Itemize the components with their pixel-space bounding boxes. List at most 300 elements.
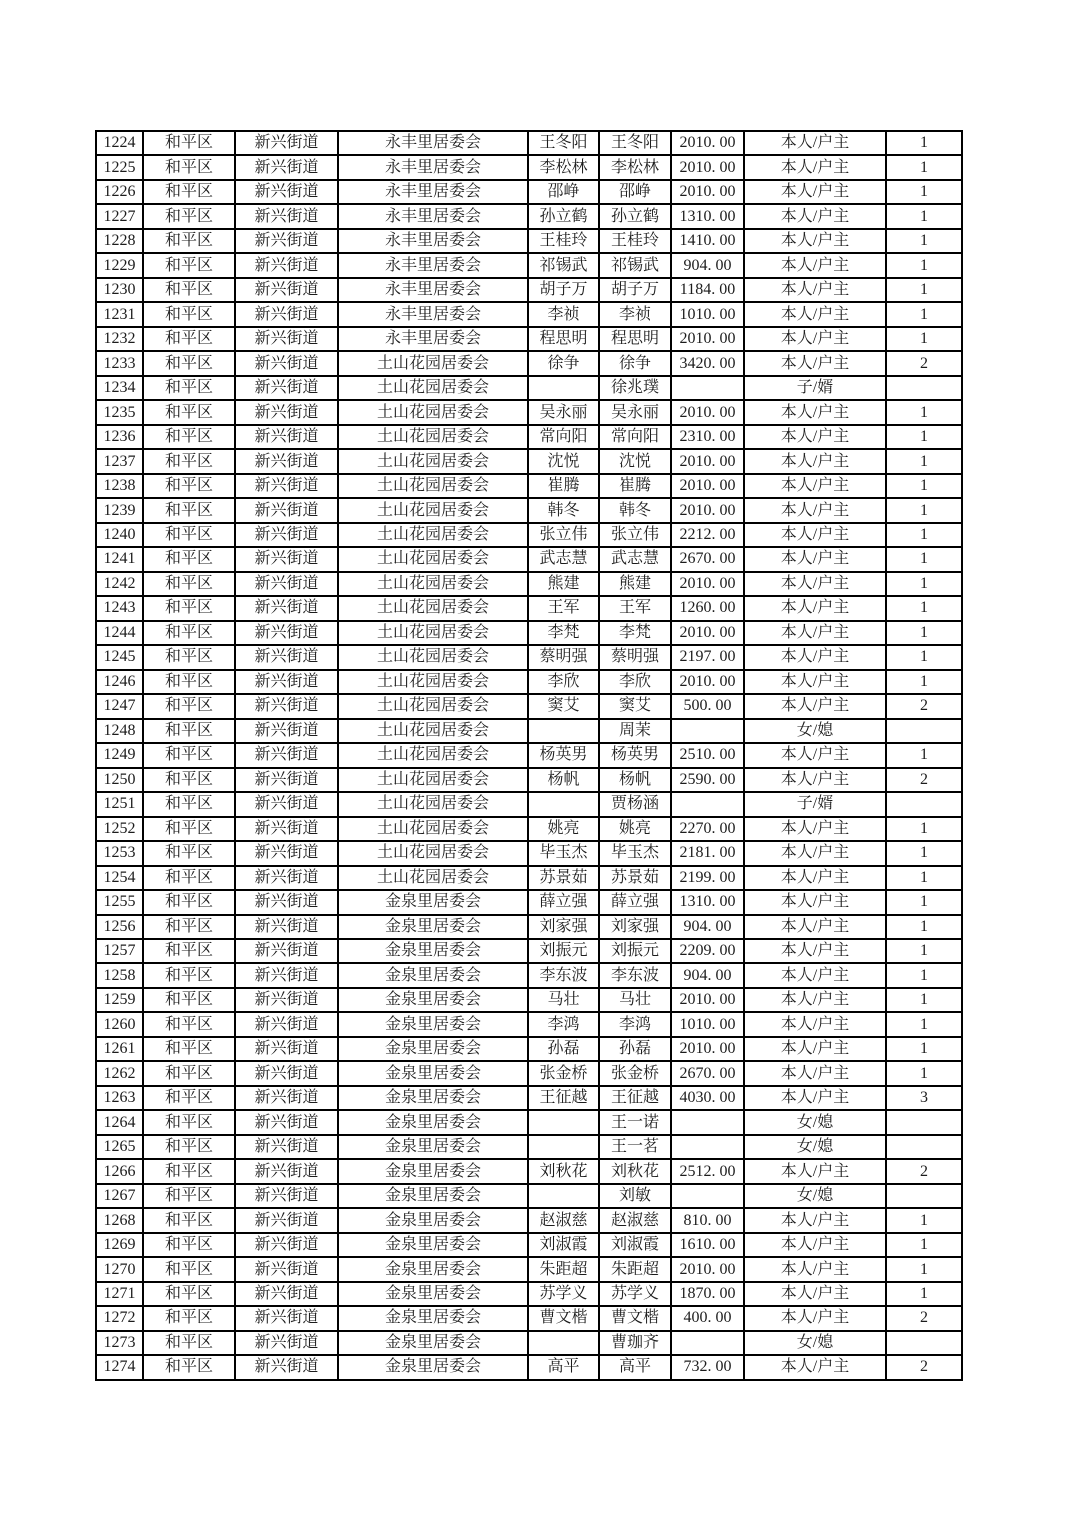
cell-amount: 1010. 00	[671, 1012, 744, 1036]
cell-household-size	[886, 792, 962, 816]
cell-committee: 土山花园居委会	[338, 474, 528, 498]
cell-committee: 土山花园居委会	[338, 817, 528, 841]
cell-applicant-name: 武志慧	[528, 547, 599, 571]
cell-relation: 本人/户主	[744, 131, 886, 155]
cell-district: 和平区	[143, 1233, 235, 1257]
cell-household-size: 1	[886, 596, 962, 620]
cell-seq: 1230	[96, 278, 143, 302]
cell-member-name: 崔腾	[599, 474, 671, 498]
cell-relation: 本人/户主	[744, 523, 886, 547]
table-row	[96, 743, 962, 767]
cell-applicant-name: 高平	[528, 1355, 599, 1379]
cell-member-name: 孙磊	[599, 1037, 671, 1061]
cell-subdistrict: 新兴街道	[235, 694, 338, 718]
cell-applicant-name: 李祯	[528, 302, 599, 326]
table-row	[96, 327, 962, 351]
cell-amount: 2310. 00	[671, 425, 744, 449]
cell-household-size: 1	[886, 180, 962, 204]
cell-amount: 2510. 00	[671, 743, 744, 767]
table-row	[96, 890, 962, 914]
cell-district: 和平区	[143, 1086, 235, 1110]
cell-committee: 土山花园居委会	[338, 670, 528, 694]
table-row	[96, 1233, 962, 1257]
cell-committee: 金泉里居委会	[338, 1208, 528, 1232]
cell-subdistrict: 新兴街道	[235, 890, 338, 914]
table-row	[96, 1208, 962, 1232]
cell-member-name: 沈悦	[599, 449, 671, 473]
table-row	[96, 302, 962, 326]
cell-seq: 1263	[96, 1086, 143, 1110]
cell-member-name: 吴永丽	[599, 400, 671, 424]
cell-relation: 本人/户主	[744, 743, 886, 767]
cell-amount: 2670. 00	[671, 547, 744, 571]
table-row	[96, 866, 962, 890]
table-row	[96, 768, 962, 792]
cell-member-name: 王一茗	[599, 1135, 671, 1159]
table-row	[96, 596, 962, 620]
cell-district: 和平区	[143, 1208, 235, 1232]
cell-district: 和平区	[143, 621, 235, 645]
cell-district: 和平区	[143, 939, 235, 963]
cell-applicant-name	[528, 719, 599, 743]
cell-applicant-name: 苏景茹	[528, 866, 599, 890]
cell-member-name: 苏学义	[599, 1282, 671, 1306]
cell-district: 和平区	[143, 596, 235, 620]
cell-relation: 本人/户主	[744, 988, 886, 1012]
cell-member-name: 王征越	[599, 1086, 671, 1110]
cell-relation: 本人/户主	[744, 155, 886, 179]
cell-district: 和平区	[143, 1331, 235, 1355]
cell-committee: 金泉里居委会	[338, 1110, 528, 1134]
cell-household-size: 1	[886, 670, 962, 694]
cell-seq: 1265	[96, 1135, 143, 1159]
cell-relation: 本人/户主	[744, 498, 886, 522]
cell-member-name: 薛立强	[599, 890, 671, 914]
cell-subdistrict: 新兴街道	[235, 1012, 338, 1036]
cell-member-name: 徐兆璞	[599, 376, 671, 400]
cell-subdistrict: 新兴街道	[235, 523, 338, 547]
cell-applicant-name	[528, 1110, 599, 1134]
cell-household-size: 1	[886, 1208, 962, 1232]
cell-household-size: 1	[886, 229, 962, 253]
cell-amount: 1410. 00	[671, 229, 744, 253]
cell-amount: 732. 00	[671, 1355, 744, 1379]
cell-subdistrict: 新兴街道	[235, 719, 338, 743]
cell-relation: 本人/户主	[744, 1282, 886, 1306]
cell-applicant-name: 王征越	[528, 1086, 599, 1110]
cell-household-size: 1	[886, 645, 962, 669]
cell-subdistrict: 新兴街道	[235, 1061, 338, 1085]
cell-applicant-name: 王冬阳	[528, 131, 599, 155]
cell-subdistrict: 新兴街道	[235, 645, 338, 669]
cell-amount	[671, 792, 744, 816]
cell-relation: 本人/户主	[744, 229, 886, 253]
cell-relation: 本人/户主	[744, 596, 886, 620]
cell-applicant-name: 刘振元	[528, 939, 599, 963]
cell-committee: 土山花园居委会	[338, 523, 528, 547]
cell-applicant-name: 孙立鹤	[528, 204, 599, 228]
cell-member-name: 徐争	[599, 351, 671, 375]
cell-district: 和平区	[143, 327, 235, 351]
cell-seq: 1270	[96, 1257, 143, 1281]
cell-seq: 1259	[96, 988, 143, 1012]
cell-subdistrict: 新兴街道	[235, 1086, 338, 1110]
cell-applicant-name: 刘淑霞	[528, 1233, 599, 1257]
cell-seq: 1241	[96, 547, 143, 571]
cell-member-name: 邵峥	[599, 180, 671, 204]
cell-relation: 子/婿	[744, 376, 886, 400]
cell-subdistrict: 新兴街道	[235, 768, 338, 792]
cell-seq: 1228	[96, 229, 143, 253]
cell-seq: 1255	[96, 890, 143, 914]
cell-amount: 810. 00	[671, 1208, 744, 1232]
cell-household-size: 1	[886, 474, 962, 498]
cell-applicant-name	[528, 1184, 599, 1208]
cell-household-size: 1	[886, 278, 962, 302]
cell-seq: 1239	[96, 498, 143, 522]
cell-member-name: 马壮	[599, 988, 671, 1012]
cell-subdistrict: 新兴街道	[235, 131, 338, 155]
cell-committee: 永丰里居委会	[338, 327, 528, 351]
cell-amount	[671, 376, 744, 400]
cell-committee: 永丰里居委会	[338, 229, 528, 253]
cell-amount	[671, 1135, 744, 1159]
cell-amount: 2181. 00	[671, 841, 744, 865]
cell-applicant-name: 祁锡武	[528, 253, 599, 277]
cell-committee: 金泉里居委会	[338, 1086, 528, 1110]
cell-subdistrict: 新兴街道	[235, 817, 338, 841]
cell-subdistrict: 新兴街道	[235, 1037, 338, 1061]
cell-seq: 1233	[96, 351, 143, 375]
cell-committee: 金泉里居委会	[338, 890, 528, 914]
cell-relation: 本人/户主	[744, 866, 886, 890]
cell-relation: 本人/户主	[744, 768, 886, 792]
cell-household-size	[886, 376, 962, 400]
table-row	[96, 1086, 962, 1110]
cell-seq: 1253	[96, 841, 143, 865]
cell-committee: 金泉里居委会	[338, 1331, 528, 1355]
cell-member-name: 赵淑慈	[599, 1208, 671, 1232]
cell-seq: 1247	[96, 694, 143, 718]
cell-district: 和平区	[143, 204, 235, 228]
cell-seq: 1236	[96, 425, 143, 449]
cell-subdistrict: 新兴街道	[235, 376, 338, 400]
cell-household-size: 1	[886, 400, 962, 424]
cell-applicant-name: 赵淑慈	[528, 1208, 599, 1232]
cell-applicant-name: 崔腾	[528, 474, 599, 498]
cell-subdistrict: 新兴街道	[235, 253, 338, 277]
cell-district: 和平区	[143, 645, 235, 669]
cell-applicant-name	[528, 376, 599, 400]
cell-committee: 永丰里居委会	[338, 253, 528, 277]
table-row	[96, 131, 962, 155]
cell-subdistrict: 新兴街道	[235, 400, 338, 424]
cell-amount: 2010. 00	[671, 400, 744, 424]
cell-amount: 1260. 00	[671, 596, 744, 620]
cell-member-name: 李鸿	[599, 1012, 671, 1036]
cell-amount: 2590. 00	[671, 768, 744, 792]
cell-household-size: 1	[886, 1233, 962, 1257]
cell-subdistrict: 新兴街道	[235, 180, 338, 204]
cell-amount: 2270. 00	[671, 817, 744, 841]
cell-seq: 1257	[96, 939, 143, 963]
cell-applicant-name: 薛立强	[528, 890, 599, 914]
cell-amount	[671, 1110, 744, 1134]
cell-member-name: 王冬阳	[599, 131, 671, 155]
cell-household-size: 1	[886, 817, 962, 841]
cell-seq: 1272	[96, 1306, 143, 1330]
cell-amount: 2010. 00	[671, 131, 744, 155]
cell-district: 和平区	[143, 1184, 235, 1208]
cell-district: 和平区	[143, 1012, 235, 1036]
cell-member-name: 刘家强	[599, 915, 671, 939]
cell-amount: 2010. 00	[671, 988, 744, 1012]
cell-household-size: 1	[886, 1012, 962, 1036]
table-row	[96, 621, 962, 645]
table-row	[96, 1355, 962, 1379]
cell-district: 和平区	[143, 229, 235, 253]
cell-household-size	[886, 1135, 962, 1159]
cell-district: 和平区	[143, 1355, 235, 1379]
cell-district: 和平区	[143, 131, 235, 155]
cell-applicant-name	[528, 1135, 599, 1159]
cell-seq: 1256	[96, 915, 143, 939]
cell-committee: 土山花园居委会	[338, 449, 528, 473]
cell-subdistrict: 新兴街道	[235, 743, 338, 767]
cell-relation: 本人/户主	[744, 400, 886, 424]
cell-household-size: 1	[886, 449, 962, 473]
cell-subdistrict: 新兴街道	[235, 474, 338, 498]
cell-amount: 1310. 00	[671, 890, 744, 914]
cell-subdistrict: 新兴街道	[235, 1233, 338, 1257]
cell-household-size: 1	[886, 204, 962, 228]
cell-seq: 1229	[96, 253, 143, 277]
cell-district: 和平区	[143, 1061, 235, 1085]
cell-committee: 土山花园居委会	[338, 645, 528, 669]
cell-relation: 本人/户主	[744, 915, 886, 939]
cell-district: 和平区	[143, 988, 235, 1012]
cell-subdistrict: 新兴街道	[235, 596, 338, 620]
cell-relation: 本人/户主	[744, 890, 886, 914]
cell-household-size: 1	[886, 523, 962, 547]
table-row	[96, 351, 962, 375]
cell-committee: 金泉里居委会	[338, 963, 528, 987]
table-row	[96, 204, 962, 228]
cell-relation: 本人/户主	[744, 939, 886, 963]
cell-member-name: 王桂玲	[599, 229, 671, 253]
cell-relation: 本人/户主	[744, 1061, 886, 1085]
cell-amount: 1310. 00	[671, 204, 744, 228]
cell-subdistrict: 新兴街道	[235, 1184, 338, 1208]
cell-household-size: 1	[886, 302, 962, 326]
cell-district: 和平区	[143, 376, 235, 400]
table-row	[96, 400, 962, 424]
cell-amount: 2010. 00	[671, 670, 744, 694]
cell-household-size: 1	[886, 131, 962, 155]
cell-amount: 2010. 00	[671, 1037, 744, 1061]
cell-applicant-name: 朱距超	[528, 1257, 599, 1281]
cell-amount: 2010. 00	[671, 180, 744, 204]
cell-amount	[671, 1331, 744, 1355]
cell-applicant-name	[528, 1331, 599, 1355]
table-row	[96, 572, 962, 596]
cell-household-size: 2	[886, 1159, 962, 1183]
cell-subdistrict: 新兴街道	[235, 963, 338, 987]
cell-committee: 土山花园居委会	[338, 376, 528, 400]
cell-committee: 土山花园居委会	[338, 719, 528, 743]
cell-member-name: 杨英男	[599, 743, 671, 767]
cell-household-size: 1	[886, 743, 962, 767]
cell-district: 和平区	[143, 1037, 235, 1061]
table-row	[96, 1282, 962, 1306]
cell-committee: 金泉里居委会	[338, 1355, 528, 1379]
cell-district: 和平区	[143, 743, 235, 767]
table-row	[96, 155, 962, 179]
cell-seq: 1231	[96, 302, 143, 326]
cell-subdistrict: 新兴街道	[235, 547, 338, 571]
table-row	[96, 547, 962, 571]
cell-seq: 1252	[96, 817, 143, 841]
cell-amount: 2197. 00	[671, 645, 744, 669]
cell-applicant-name: 张金桥	[528, 1061, 599, 1085]
cell-district: 和平区	[143, 1306, 235, 1330]
cell-relation: 本人/户主	[744, 547, 886, 571]
cell-committee: 金泉里居委会	[338, 1037, 528, 1061]
cell-applicant-name: 熊建	[528, 572, 599, 596]
cell-seq: 1248	[96, 719, 143, 743]
cell-relation: 女/媳	[744, 1331, 886, 1355]
cell-district: 和平区	[143, 1159, 235, 1183]
cell-applicant-name: 杨帆	[528, 768, 599, 792]
cell-amount: 904. 00	[671, 253, 744, 277]
cell-subdistrict: 新兴街道	[235, 915, 338, 939]
cell-relation: 女/媳	[744, 1184, 886, 1208]
cell-district: 和平区	[143, 792, 235, 816]
cell-applicant-name: 李欣	[528, 670, 599, 694]
cell-member-name: 王军	[599, 596, 671, 620]
cell-member-name: 刘敏	[599, 1184, 671, 1208]
cell-subdistrict: 新兴街道	[235, 841, 338, 865]
cell-committee: 金泉里居委会	[338, 1233, 528, 1257]
cell-relation: 本人/户主	[744, 1086, 886, 1110]
cell-district: 和平区	[143, 768, 235, 792]
cell-household-size: 2	[886, 351, 962, 375]
cell-member-name: 毕玉杰	[599, 841, 671, 865]
cell-seq: 1246	[96, 670, 143, 694]
cell-amount: 2010. 00	[671, 474, 744, 498]
cell-member-name: 高平	[599, 1355, 671, 1379]
cell-district: 和平区	[143, 1135, 235, 1159]
cell-applicant-name: 刘家强	[528, 915, 599, 939]
cell-household-size: 1	[886, 253, 962, 277]
cell-committee: 土山花园居委会	[338, 694, 528, 718]
cell-amount: 1010. 00	[671, 302, 744, 326]
cell-district: 和平区	[143, 963, 235, 987]
cell-committee: 永丰里居委会	[338, 155, 528, 179]
records-table	[95, 130, 963, 1381]
cell-relation: 本人/户主	[744, 1012, 886, 1036]
cell-district: 和平区	[143, 890, 235, 914]
cell-member-name: 张金桥	[599, 1061, 671, 1085]
table-row	[96, 376, 962, 400]
cell-subdistrict: 新兴街道	[235, 621, 338, 645]
table-row	[96, 1184, 962, 1208]
cell-amount	[671, 1184, 744, 1208]
cell-district: 和平区	[143, 547, 235, 571]
table-row	[96, 1037, 962, 1061]
cell-applicant-name: 窦艾	[528, 694, 599, 718]
cell-relation: 本人/户主	[744, 1257, 886, 1281]
cell-relation: 本人/户主	[744, 1037, 886, 1061]
cell-household-size: 1	[886, 1257, 962, 1281]
cell-subdistrict: 新兴街道	[235, 1159, 338, 1183]
cell-subdistrict: 新兴街道	[235, 449, 338, 473]
table-row	[96, 1135, 962, 1159]
cell-seq: 1238	[96, 474, 143, 498]
cell-committee: 永丰里居委会	[338, 204, 528, 228]
cell-member-name: 程思明	[599, 327, 671, 351]
cell-subdistrict: 新兴街道	[235, 572, 338, 596]
cell-household-size: 1	[886, 327, 962, 351]
cell-household-size: 1	[886, 1037, 962, 1061]
cell-district: 和平区	[143, 866, 235, 890]
cell-amount: 2512. 00	[671, 1159, 744, 1183]
cell-district: 和平区	[143, 400, 235, 424]
cell-member-name: 曹珈齐	[599, 1331, 671, 1355]
table-row	[96, 719, 962, 743]
cell-subdistrict: 新兴街道	[235, 425, 338, 449]
cell-applicant-name: 曹文楷	[528, 1306, 599, 1330]
cell-relation: 本人/户主	[744, 621, 886, 645]
cell-relation: 本人/户主	[744, 180, 886, 204]
cell-amount: 2010. 00	[671, 1257, 744, 1281]
cell-member-name: 孙立鹤	[599, 204, 671, 228]
cell-subdistrict: 新兴街道	[235, 1282, 338, 1306]
cell-applicant-name: 孙磊	[528, 1037, 599, 1061]
cell-seq: 1232	[96, 327, 143, 351]
table-row	[96, 915, 962, 939]
cell-subdistrict: 新兴街道	[235, 1208, 338, 1232]
cell-subdistrict: 新兴街道	[235, 988, 338, 1012]
cell-seq: 1260	[96, 1012, 143, 1036]
cell-applicant-name: 徐争	[528, 351, 599, 375]
cell-seq: 1227	[96, 204, 143, 228]
cell-committee: 土山花园居委会	[338, 866, 528, 890]
table-row	[96, 1012, 962, 1036]
cell-district: 和平区	[143, 1257, 235, 1281]
cell-member-name: 窦艾	[599, 694, 671, 718]
table-row	[96, 645, 962, 669]
cell-member-name: 胡子万	[599, 278, 671, 302]
table-row	[96, 498, 962, 522]
cell-applicant-name: 常向阳	[528, 425, 599, 449]
cell-seq: 1271	[96, 1282, 143, 1306]
cell-household-size	[886, 1110, 962, 1134]
cell-applicant-name: 程思明	[528, 327, 599, 351]
cell-household-size: 2	[886, 1355, 962, 1379]
table-row	[96, 474, 962, 498]
cell-seq: 1269	[96, 1233, 143, 1257]
table-row	[96, 1061, 962, 1085]
cell-seq: 1267	[96, 1184, 143, 1208]
cell-applicant-name: 李松林	[528, 155, 599, 179]
cell-member-name: 李欣	[599, 670, 671, 694]
cell-relation: 本人/户主	[744, 204, 886, 228]
cell-amount: 2010. 00	[671, 498, 744, 522]
cell-relation: 本人/户主	[744, 694, 886, 718]
cell-relation: 本人/户主	[744, 253, 886, 277]
cell-member-name: 刘秋花	[599, 1159, 671, 1183]
